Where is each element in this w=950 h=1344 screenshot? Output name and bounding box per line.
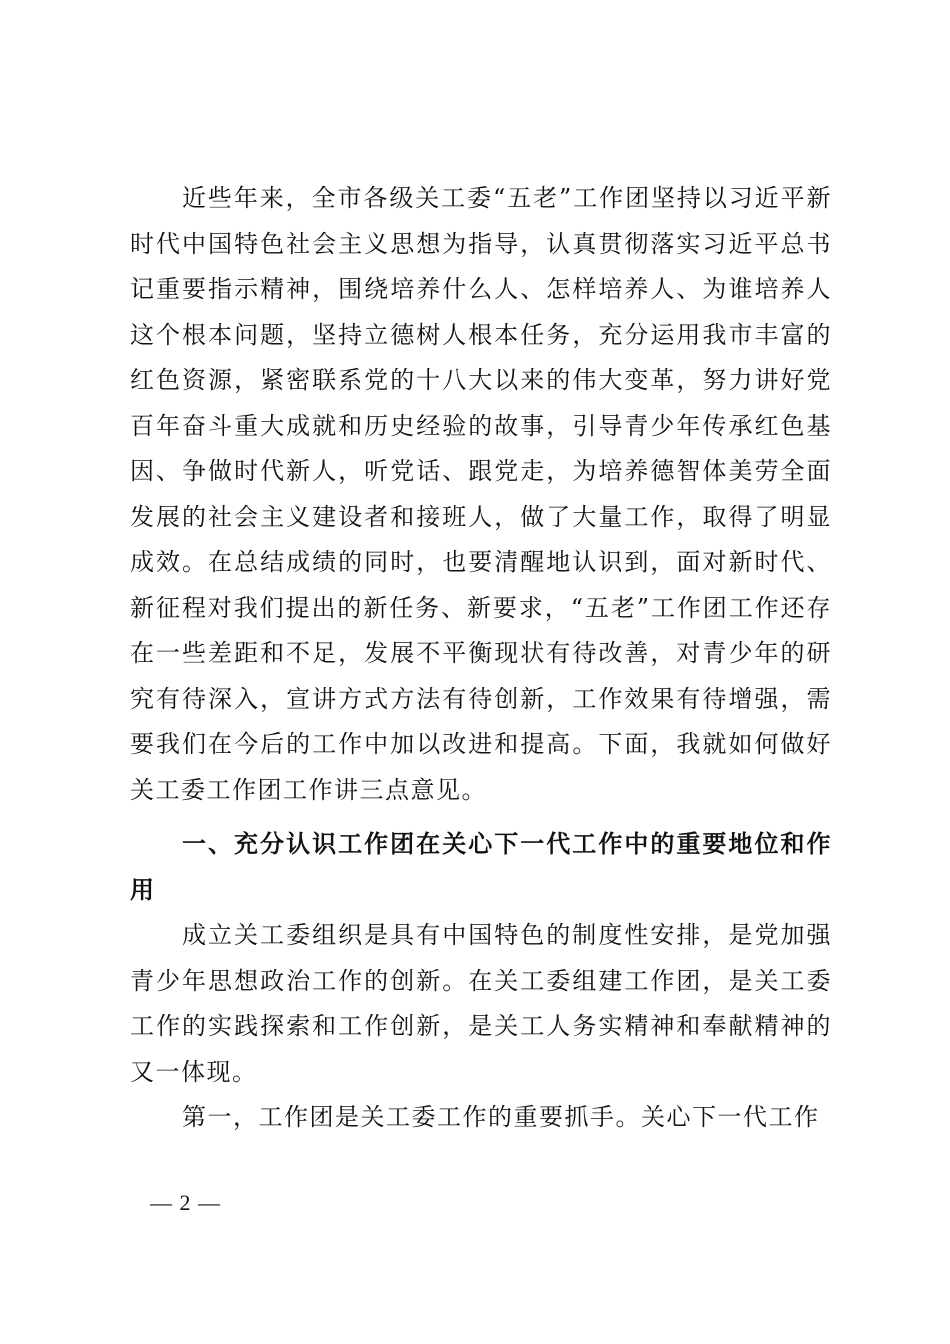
page-number: — 2 — bbox=[150, 1190, 221, 1215]
body-paragraph-section-1: 成立关工委组织是具有中国特色的制度性安排，是党加强青少年思想政治工作的创新。在关工委组建工作团，是关工委工作的实践探索和工作创新，是关工人务实精神和奉献精神的又一体现。 bbox=[130, 921, 832, 1086]
body-paragraph-intro: 近些年来，全市各级关工委“五老”工作团坚持以习近平新时代中国特色社会主义思想为指导，认真贯彻落实习近平总书记重要指示精神，围绕培养什么人、怎样培养人、为谁培养人这个根本问题，坚持立德树人根本任务，充分运用我市丰富的红色资源，紧密联系党的十八大以来的伟大变革，努力讲好党百年奋斗重大成就和历史经验的故事，引导青少年传承红色基因、争做时代新人，听党话、跟党走，为培养德智体美劳全面发展的社会主义建设者和接班人，做了大量工作，取得了明显成效。在总结成绩的同时，也要清醒地认识到，面对新时代、新征程对我们提出的新任务、新要求，“五老”工作团工作还存在一些差距和不足，发展不平衡现状有待改善，对青少年的研究有待深入，宣讲方式方法有待创新，工作效果有待增强，需要我们在今后的工作中加以改进和提高。下面，我就如何做好关工委工作团工作讲三点意见。 bbox=[130, 184, 832, 804]
section-heading-1: 一、充分认识工作团在关心下一代工作中的重要地位和作用 bbox=[130, 830, 832, 904]
body-paragraph-point-1: 第一，工作团是关工委工作的重要抓手。关心下一代工作 bbox=[182, 1103, 820, 1131]
